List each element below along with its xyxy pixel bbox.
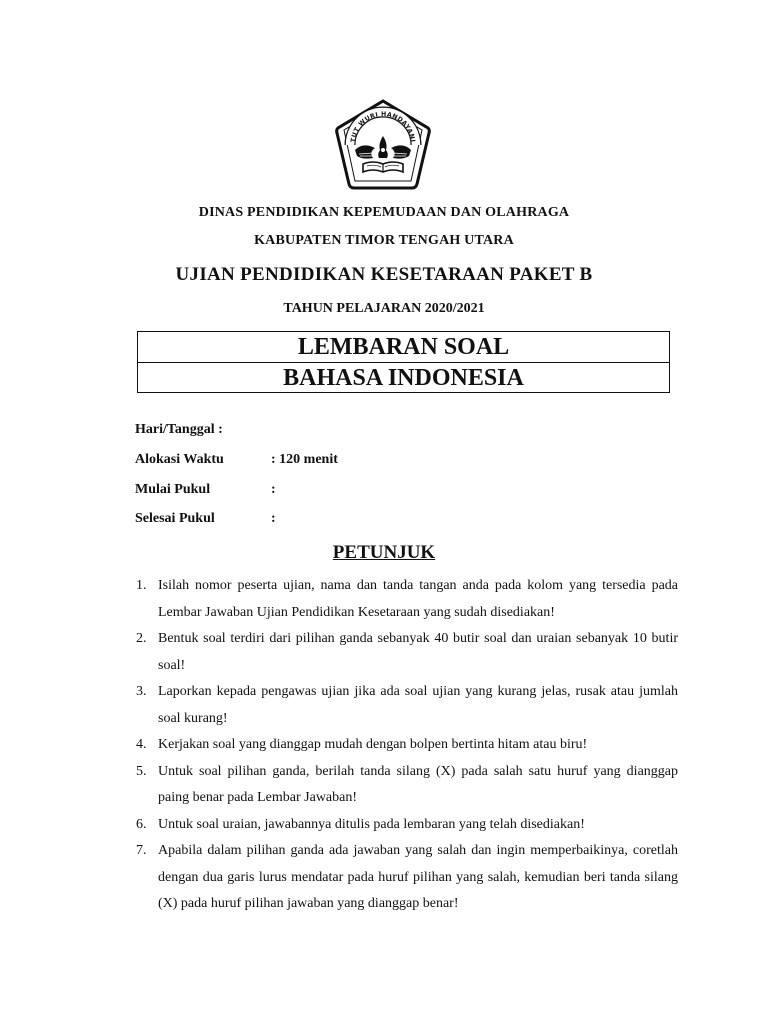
item-number: 2. [136, 631, 147, 646]
info-label: Mulai Pukul [135, 482, 211, 497]
item-text: Apabila dalam pilihan ganda ada jawaban yang salah dan ingin memperbaikinya, coretlah dengan dua garis lurus mendatar pada huruf pilihan yang salah, kemudian beri tanda silang (X) pada huruf pilihan jawaban yang dianggap benar! [158, 843, 678, 911]
exam-title: UJIAN PENDIDIKAN KESETARAAN PAKET B [175, 264, 593, 285]
title-sheet: LEMBARAN SOAL [138, 332, 669, 363]
info-label: Hari/Tanggal : [135, 422, 223, 437]
list-item [136, 812, 678, 839]
list-item [136, 732, 678, 759]
info-value: : 120 menit [271, 452, 338, 467]
info-label: Alokasi Waktu [135, 452, 224, 467]
instructions-heading: PETUNJUK [332, 542, 436, 563]
item-text: Untuk soal pilihan ganda, berilah tanda silang (X) pada salah satu huruf yang dianggap paing benar pada Lembar Jawaban! [158, 763, 678, 805]
item-number: 7. [136, 843, 147, 858]
emblem-icon [333, 98, 433, 192]
title-box [137, 331, 670, 393]
title-subject: BAHASA INDONESIA [283, 365, 524, 391]
item-number: 6. [136, 816, 147, 832]
item-number: 5. [136, 763, 147, 779]
item-text: Laporkan kepada pengawas ujian jika ada soal ujian yang kurang jelas, rusak atau jumlah soal kurang! [158, 684, 678, 726]
item-number: 1. [136, 578, 147, 593]
list-item [136, 838, 678, 918]
item-text: Untuk soal uraian, jawabannya ditulis pada lembaran yang telah disediakan! [158, 816, 585, 832]
info-row-date [135, 422, 271, 438]
info-row-duration [135, 452, 338, 468]
info-value: : [271, 511, 276, 526]
tut-wuri-handayani-logo [333, 98, 433, 192]
list-item [136, 626, 678, 679]
list-item [136, 573, 678, 626]
regency-name: KABUPATEN TIMOR TENGAH UTARA [254, 233, 514, 248]
instructions-list [136, 573, 678, 918]
item-text: Bentuk soal terdiri dari pilihan ganda sebanyak 40 butir soal dan uraian sebanyak 10 butir soal! [158, 631, 678, 673]
item-number: 4. [136, 737, 147, 752]
academic-year: TAHUN PELAJARAN 2020/2021 [283, 301, 485, 316]
info-row-end [135, 511, 276, 527]
item-text: Kerjakan soal yang dianggap mudah dengan bolpen bertinta hitam atau biru! [158, 737, 588, 752]
info-row-start [135, 482, 276, 498]
info-value: : [271, 482, 276, 497]
item-text: Isilah nomor peserta ujian, nama dan tanda tangan anda pada kolom yang tersedia pada Lembar Jawaban Ujian Pendidikan Kesetaraan yang sudah disediakan! [158, 578, 678, 620]
svg-text:TUT WURI HANDAYANI: TUT WURI HANDAYANI [349, 110, 416, 143]
item-number: 3. [136, 684, 147, 699]
agency-name: DINAS PENDIDIKAN KEPEMUDAAN DAN OLAHRAGA [198, 205, 570, 220]
info-label: Selesai Pukul [135, 511, 215, 526]
list-item [136, 759, 678, 812]
list-item [136, 679, 678, 732]
